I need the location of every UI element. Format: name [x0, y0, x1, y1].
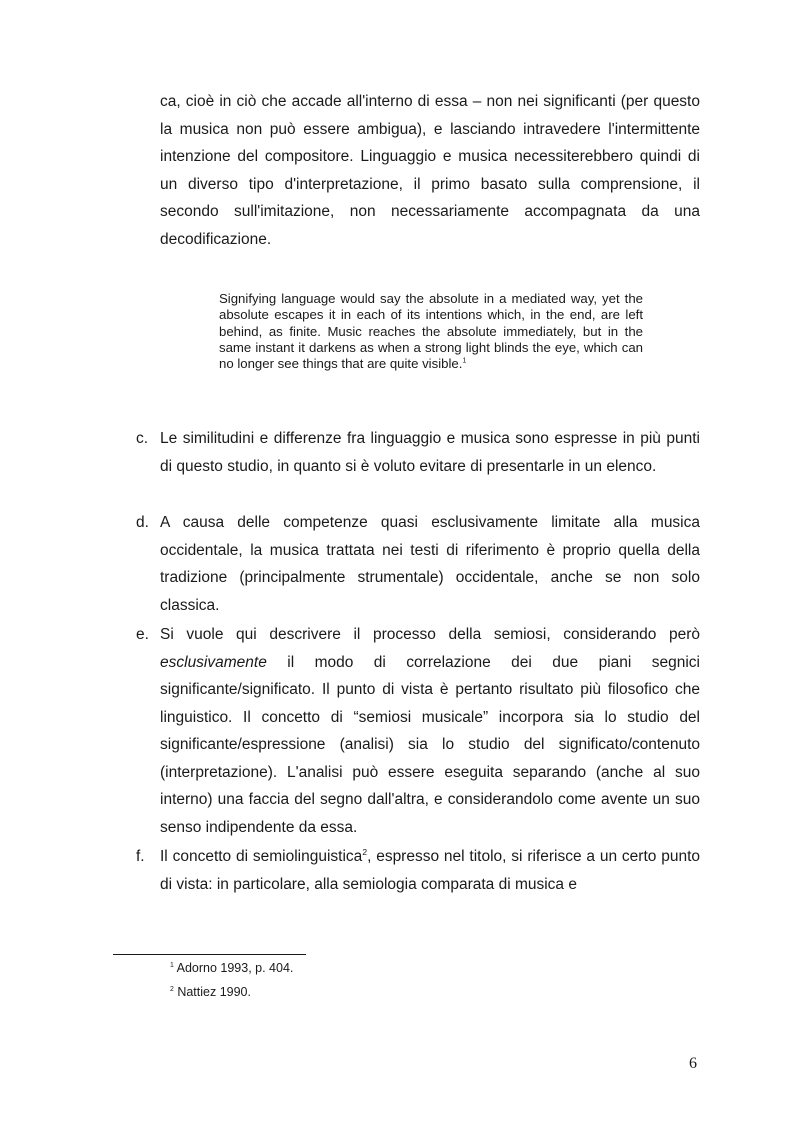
footnote-text: Adorno 1993, p. 404. [176, 961, 294, 975]
emphasis-text: esclusivamente [160, 653, 267, 671]
footnote-separator [113, 954, 306, 955]
footnote-number: 1 [170, 961, 174, 969]
list-item-text: Le similitudini e differenze fra linguaggio e musica sono espresse in più punti di questo studio, in quanto si è voluto evitare di presentarle in un elenco. [160, 430, 700, 475]
list-item-f [136, 843, 700, 898]
list-item-e [136, 621, 700, 841]
footnote-1 [170, 961, 293, 976]
block-quote-text: Signifying language would say the absolute in a mediated way, yet the absolute escapes it in each of its intentions which, in the end, are left behind, as finite. Music reaches the absolute immediately, but in the same instant it darkens as when a strong light blinds the eye, which can no longer see things that are quite visible. [219, 291, 643, 372]
list-item-text-before: Si vuole qui descrivere il processo della semiosi, considerando però [160, 626, 700, 643]
intro-paragraph: ca, cioè in ciò che accade all'interno di essa – non nei significanti (per questo la musica non può essere ambigua), e lasciando intravedere l'intermittente intenzione del compositore. Linguaggio e musica necessiterebbero quindi di un diverso tipo d'interpretazione, il primo basato sulla comprensione, il secondo sull'imitazione, non necessariamente accompagnata da una decodificazione. [160, 93, 700, 248]
list-item-label: e. [136, 626, 149, 643]
list-item-text-after: , espresso nel titolo, si riferisce a un certo punto di vista: in particolare, alla semiologia comparata di musica e [160, 848, 700, 893]
footnote-ref-2[interactable]: 2 [362, 846, 368, 857]
list-item-label: f. [136, 848, 145, 865]
list-item-d [136, 509, 700, 619]
footnote-2 [170, 985, 251, 1000]
list-item-text-after: il modo di correlazione dei due piani segnici significante/significato. Il punto di vista è pertanto risultato più filosofico che linguistico. Il concetto di “semiosi musicale” incorpora sia lo studio del significante/espressione (analisi) sia lo studio del significato/contenuto (interpretazione). L'analisi può essere eseguita separando (anche al suo interno) una faccia del segno dall'altra, e considerandolo come avente un suo senso indipendente da essa. [160, 653, 700, 836]
list-item-c [136, 425, 700, 480]
block-quote [219, 291, 643, 372]
list-item-text: A causa delle competenze quasi esclusivamente limitate alla musica occidentale, la musica trattata nei testi di riferimento è proprio quella della tradizione (principalmente strumentale) occidentale, anche se non solo classica. [160, 514, 700, 614]
footnote-text: Nattiez 1990. [177, 985, 251, 999]
list-item-text-before: Il concetto di semiolinguistica [160, 848, 363, 865]
list-item-label: c. [136, 430, 149, 447]
page-number: 6 [689, 1055, 697, 1072]
list-item-label: d. [136, 514, 149, 531]
footnote-ref-1[interactable]: 1 [462, 355, 467, 365]
footnote-number: 2 [170, 985, 174, 993]
